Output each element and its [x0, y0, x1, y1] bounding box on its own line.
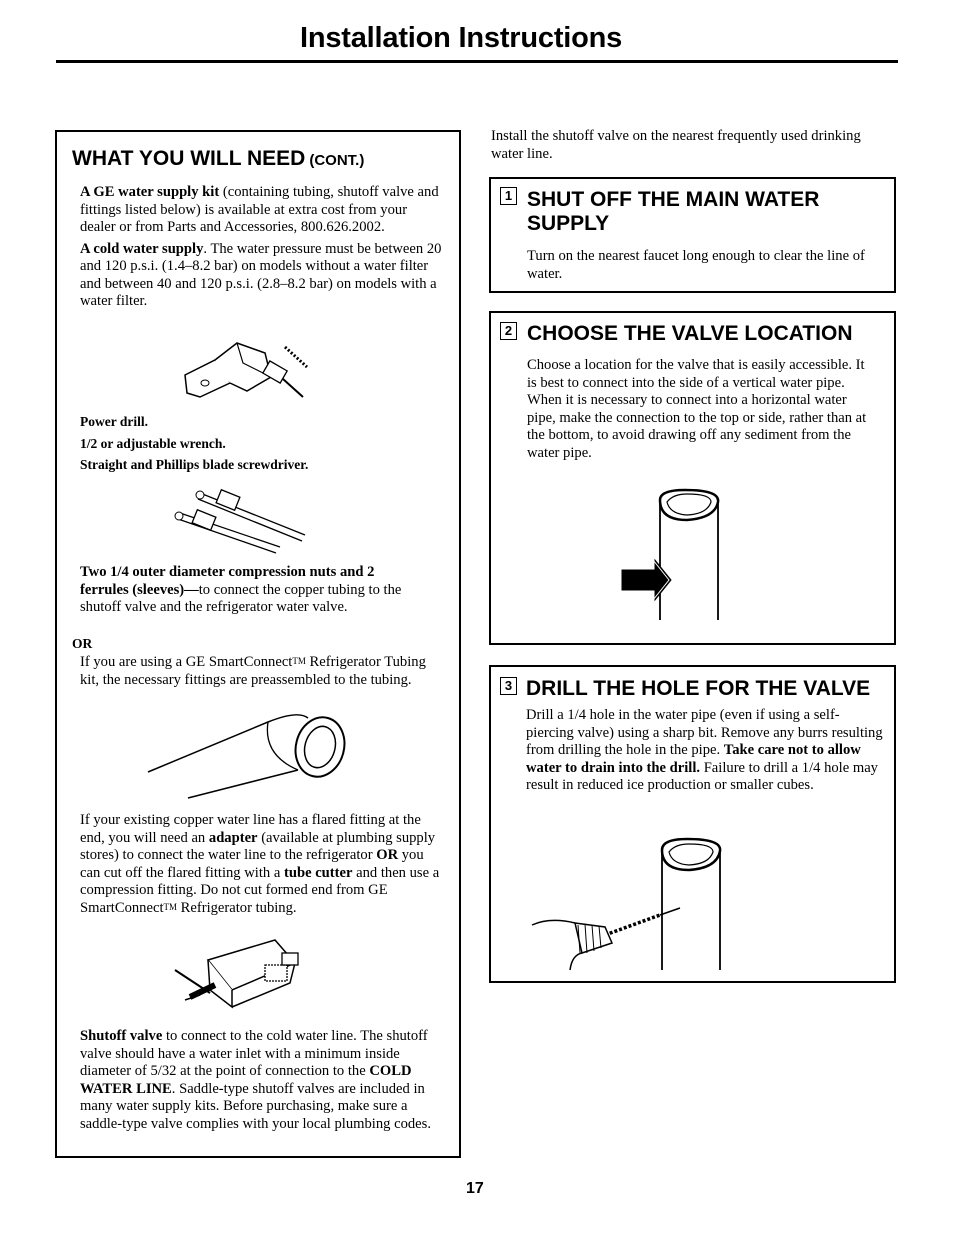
- cold-bold: A cold water supply: [80, 240, 204, 257]
- step-2-text: Choose a location for the valve that is easily accessible. It is best to connect into the side of a vertical water pipe. When it is necessary to connect into a horizontal water pipe, make the connection to the top or side, rather than at the bottom, to avoid drawing off any sediment from the water pipe.: [527, 357, 867, 461]
- tm-mark: TM: [292, 656, 306, 666]
- nuts-text: to connect the copper tubing to the shutoff valve and the refrigerator water valve.: [80, 581, 402, 615]
- flare-cutter: tube cutter: [283, 864, 353, 881]
- smart-text-a: If you are using a GE SmartConnect: [80, 654, 293, 670]
- flare-paragraph: [80, 812, 446, 917]
- step-3-number: 3: [500, 677, 517, 695]
- flare-or: OR: [376, 847, 399, 863]
- kit-text: (containing tubing, shutoff valve and fittings listed below) is available at extra cost from your dealer or from Parts and Accessories, 800.626.2002.: [80, 184, 439, 235]
- step-3-text-a: Drill a 1/4 hole in the water pipe (even if using a self-piercing valve) using a sharp bit. Remove any burrs resulting from drilling the hole in the pipe.: [526, 707, 883, 758]
- tool-power-drill: Power drill.: [80, 414, 148, 429]
- vertical-pipe-illustration: [615, 488, 725, 623]
- step-1-number: 1: [500, 187, 517, 205]
- power-drill-illustration: [175, 335, 315, 410]
- shutoff-cold: COLD WATER LINE: [80, 1063, 412, 1097]
- step-3-text-b: Failure to drill a 1/4 hole may result in reduced ice production or smaller cubes.: [526, 759, 878, 793]
- flare-adapter: adapter: [208, 829, 258, 846]
- shutoff-paragraph: [80, 1028, 446, 1133]
- kit-bold: A GE water supply kit: [80, 184, 220, 200]
- shutoff-bold: Shutoff valve: [80, 1028, 163, 1044]
- kit-paragraph: [80, 184, 446, 311]
- page-title: Installation Instructions: [300, 22, 623, 54]
- intro-text: Install the shutoff valve on the nearest frequently used drinking water line.: [491, 128, 861, 162]
- flare-text-c: you can cut off the flared fitting with a: [80, 847, 424, 881]
- nuts-paragraph: [80, 564, 425, 617]
- flare-text-a: If your existing copper water line has a flared fitting at the end, you will need an: [80, 812, 421, 846]
- shutoff-text-a: to connect to the cold water line. The shutoff valve should have a water inlet with a minimum inside diameter of 5/32 at the point of connection to the: [80, 1028, 428, 1079]
- heading-main: WHAT YOU WILL NEED: [72, 147, 306, 170]
- smart-text-b: Refrigerator Tubing kit, the necessary fittings are preassembled to the tubing.: [80, 654, 426, 688]
- step-2-number: 2: [500, 322, 517, 340]
- title-rule: [56, 60, 898, 63]
- what-you-need-heading: [72, 147, 452, 171]
- step-3-text: [526, 707, 886, 795]
- smartconnect-paragraph: [80, 654, 446, 689]
- step-2-heading: CHOOSE THE VALVE LOCATION: [527, 322, 853, 345]
- tools-list: [80, 413, 446, 474]
- tm-mark-2: TM: [163, 901, 177, 912]
- tool-wrench: 1/2 or adjustable wrench.: [80, 435, 226, 451]
- shutoff-text-b: . Saddle-type shutoff valves are included in many water supply kits. Before purchasing, make sure a saddle-type valve complies with your local plumbing codes.: [80, 1080, 431, 1132]
- tool-screwdriver: Straight and Phillips blade screwdriver.: [80, 457, 309, 472]
- cold-text: . The water pressure must be between 20 and 120 p.s.i. (1.4–8.2 bar) on models without a water filter and between 40 and 120 p.s.i. (2.8–8.2 bar) on models with a water filter.: [80, 240, 442, 309]
- drill-pipe-illustration: [530, 835, 730, 975]
- flare-text-b: (available at plumbing supply stores) to connect the water line to the refrigerator: [80, 829, 436, 863]
- flare-text-e: Refrigerator tubing.: [177, 899, 297, 916]
- nuts-bold: Two 1/4 outer diameter compression nuts and 2 ferrules (sleeves)—: [80, 564, 375, 598]
- shutoff-valve-illustration: [170, 935, 305, 1015]
- step-3-warning: Take care not to allow water to drain into the drill.: [526, 742, 861, 776]
- or-label: OR: [72, 636, 93, 651]
- step-1-text: Turn on the nearest faucet long enough to clear the line of water.: [527, 248, 865, 282]
- heading-cont: (CONT.): [309, 152, 365, 169]
- compression-nuts-illustration: [170, 485, 310, 555]
- flared-tube-illustration: [148, 710, 348, 805]
- flare-text-d: and then use a compression fitting. Do not cut formed end from GE SmartConnect: [80, 864, 440, 916]
- page-number: 17: [466, 1180, 484, 1197]
- step-3-heading: DRILL THE HOLE FOR THE VALVE: [526, 677, 871, 700]
- step-1-heading: SHUT OFF THE MAIN WATER SUPPLY: [527, 188, 820, 235]
